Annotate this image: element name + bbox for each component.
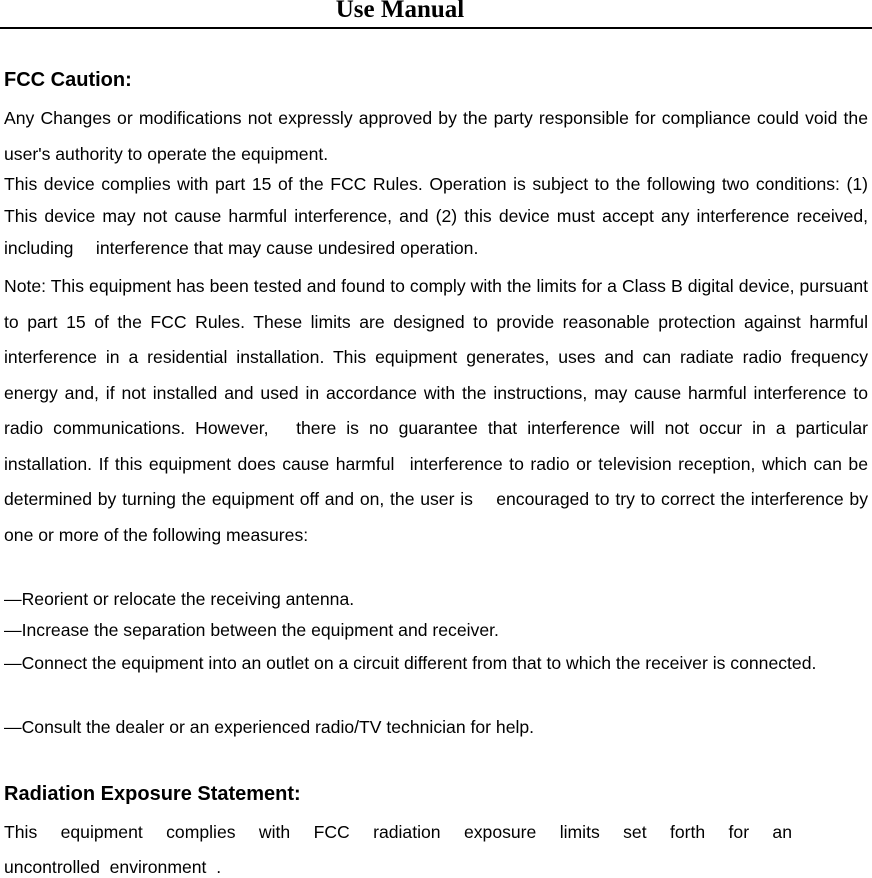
measure-item: —Reorient or relocate the receiving antenna. <box>4 589 355 609</box>
page-header <box>0 0 872 29</box>
measure-item: —Consult the dealer or an experienced radio/TV technician for help. <box>4 717 535 737</box>
measure-item: —Connect the equipment into an outlet on a circuit different from that to which the receiver is connected. <box>4 653 817 673</box>
fcc-caution-heading: FCC Caution: <box>4 69 132 91</box>
fcc-paragraph-part15: This device complies with part 15 of the FCC Rules. Operation is subject to the following two conditions: (1) This device may not cause harmful interference, and (2) this device must accept any interference received, including interference that may cause undesired operation. <box>4 174 868 258</box>
radiation-exposure-heading: Radiation Exposure Statement: <box>4 783 301 805</box>
radiation-statement-line: This equipment complies with FCC radiation exposure limits set forth for an <box>4 822 792 842</box>
radiation-statement-line: uncontrolled environment . <box>4 857 222 877</box>
measure-item: —Increase the separation between the equipment and receiver. <box>4 620 499 640</box>
fcc-paragraph-note: Note: This equipment has been tested and found to comply with the limits for a Class B digital device, pursuant to part 15 of the FCC Rules. These limits are designed to provide reasonable protection against harmful interference in a residential installation. This equipment generates, uses and can radiate radio frequency energy and, if not installed and used in accordance with the instructions, may cause harmful interference to radio communications. However, there is no guarantee that interference will not occur in a particular installation. If this equipment does cause harmful interference to radio or television reception, which can be determined by turning the equipment off and on, the user is encouraged to try to correct the interference by one or more of the following measures: <box>4 276 868 545</box>
fcc-paragraph-modifications: Any Changes or modifications not expressly approved by the party responsible for compliance could void the user's authority to operate the equipment. <box>4 108 868 164</box>
page-title: Use Manual <box>335 0 465 23</box>
